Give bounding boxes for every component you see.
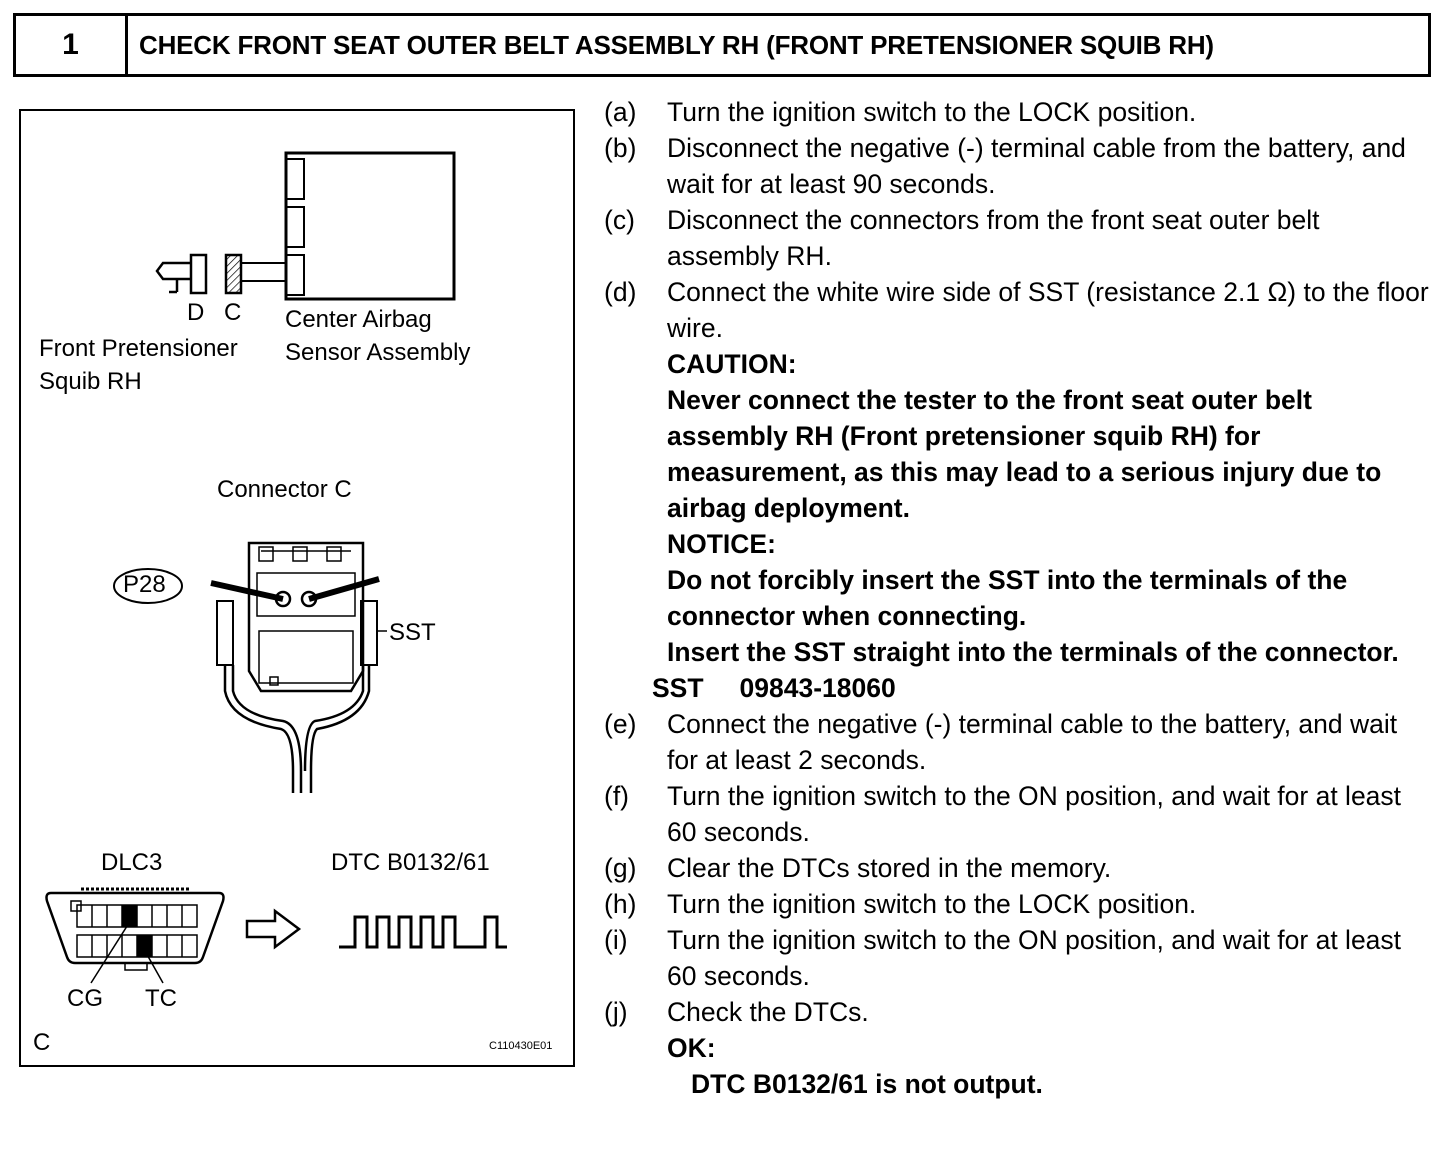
notice-heading: NOTICE: [667,529,776,559]
sst-row [604,670,1434,706]
step-text: Check the DTCs. [667,997,869,1027]
wiring-illustration [21,111,577,1069]
connector-d-label: D [187,299,205,326]
step-item [604,994,1434,1030]
illustration-panel [19,109,575,1067]
corner-letter: C [33,1029,51,1056]
connector-code: P28 [123,571,166,598]
arrow-right-icon [247,911,299,947]
connector-d-c-drawing [157,255,241,293]
connector-c-label: C [224,299,242,326]
step-text: Turn the ignition switch to the LOCK position. [667,889,1197,919]
step-item [604,706,1434,778]
figure-id: C110430E01 [489,1040,553,1052]
step-label: (j) [604,997,628,1027]
sst-part-number: 09843-18060 [739,673,896,703]
instruction-list [604,94,1434,1102]
step-label: (g) [604,853,637,883]
ok-heading: OK: [667,1033,716,1063]
center-airbag-label-line1: Center Airbag [285,306,432,333]
step-label: (d) [604,277,637,307]
sst-label: SST [389,619,436,646]
center-airbag-label-line2: Sensor Assembly [285,339,471,366]
step-item [604,202,1434,274]
sst-row-label: SST [652,673,704,703]
cg-terminal-label: CG [67,985,103,1012]
step-text: Disconnect the connectors from the front seat outer belt assembly RH. [667,205,1320,271]
notice-text-1: Do not forcibly insert the SST into the terminals of the connector when connecting. [667,565,1348,631]
step-label: (c) [604,205,635,235]
step-item [604,850,1434,886]
step-label: (e) [604,709,637,739]
squib-label-line1: Front Pretensioner [39,335,238,362]
step-item [604,886,1434,922]
step-text: Connect the negative (-) terminal cable to the battery, and wait for at least 2 seconds. [667,709,1398,775]
step-item [604,274,1434,346]
ok-result: DTC B0132/61 is not output. [691,1069,1043,1099]
step-label: (f) [604,781,630,811]
step-text: Connect the white wire side of SST (resistance 2.1 Ω) to the floor wire. [667,277,1429,343]
dlc3-label: DLC3 [101,849,163,876]
step-label: (h) [604,889,637,919]
step-label: (i) [604,925,628,955]
step-number: 1 [16,16,128,74]
tc-terminal-label: TC [145,985,177,1012]
connector-c-title: Connector C [217,476,352,503]
step-text: Clear the DTCs stored in the memory. [667,853,1112,883]
step-item [604,130,1434,202]
step-label: (b) [604,133,637,163]
dtc-label: DTC B0132/61 [331,849,490,876]
dtc-waveform [339,917,507,947]
connector-c-drawing [211,543,387,793]
center-airbag-sensor-drawing [241,153,454,299]
step-item [604,922,1434,994]
squib-label-line2: Squib RH [39,368,142,395]
notice-text-2: Insert the SST straight into the terminals of the connector. [667,637,1399,667]
caution-heading: CAUTION: [667,349,797,379]
step-text: Turn the ignition switch to the ON position, and wait for at least 60 seconds. [667,925,1402,991]
dlc3-drawing [47,889,224,983]
step-text: Turn the ignition switch to the LOCK position. [667,97,1197,127]
step-label: (a) [604,97,637,127]
caution-text: Never connect the tester to the front seat outer belt assembly RH (Front pretensioner squib RH) for measurement, as this may lead to a serious injury due to airbag deployment. [667,385,1382,523]
step-text: Turn the ignition switch to the ON position, and wait for at least 60 seconds. [667,781,1402,847]
step-title: CHECK FRONT SEAT OUTER BELT ASSEMBLY RH (FRONT PRETENSIONER SQUIB RH) [139,29,1214,60]
step-item [604,94,1434,130]
step-text: Disconnect the negative (-) terminal cable from the battery, and wait for at least 90 seconds. [667,133,1406,199]
step-item [604,778,1434,850]
procedure-header [13,13,1431,77]
